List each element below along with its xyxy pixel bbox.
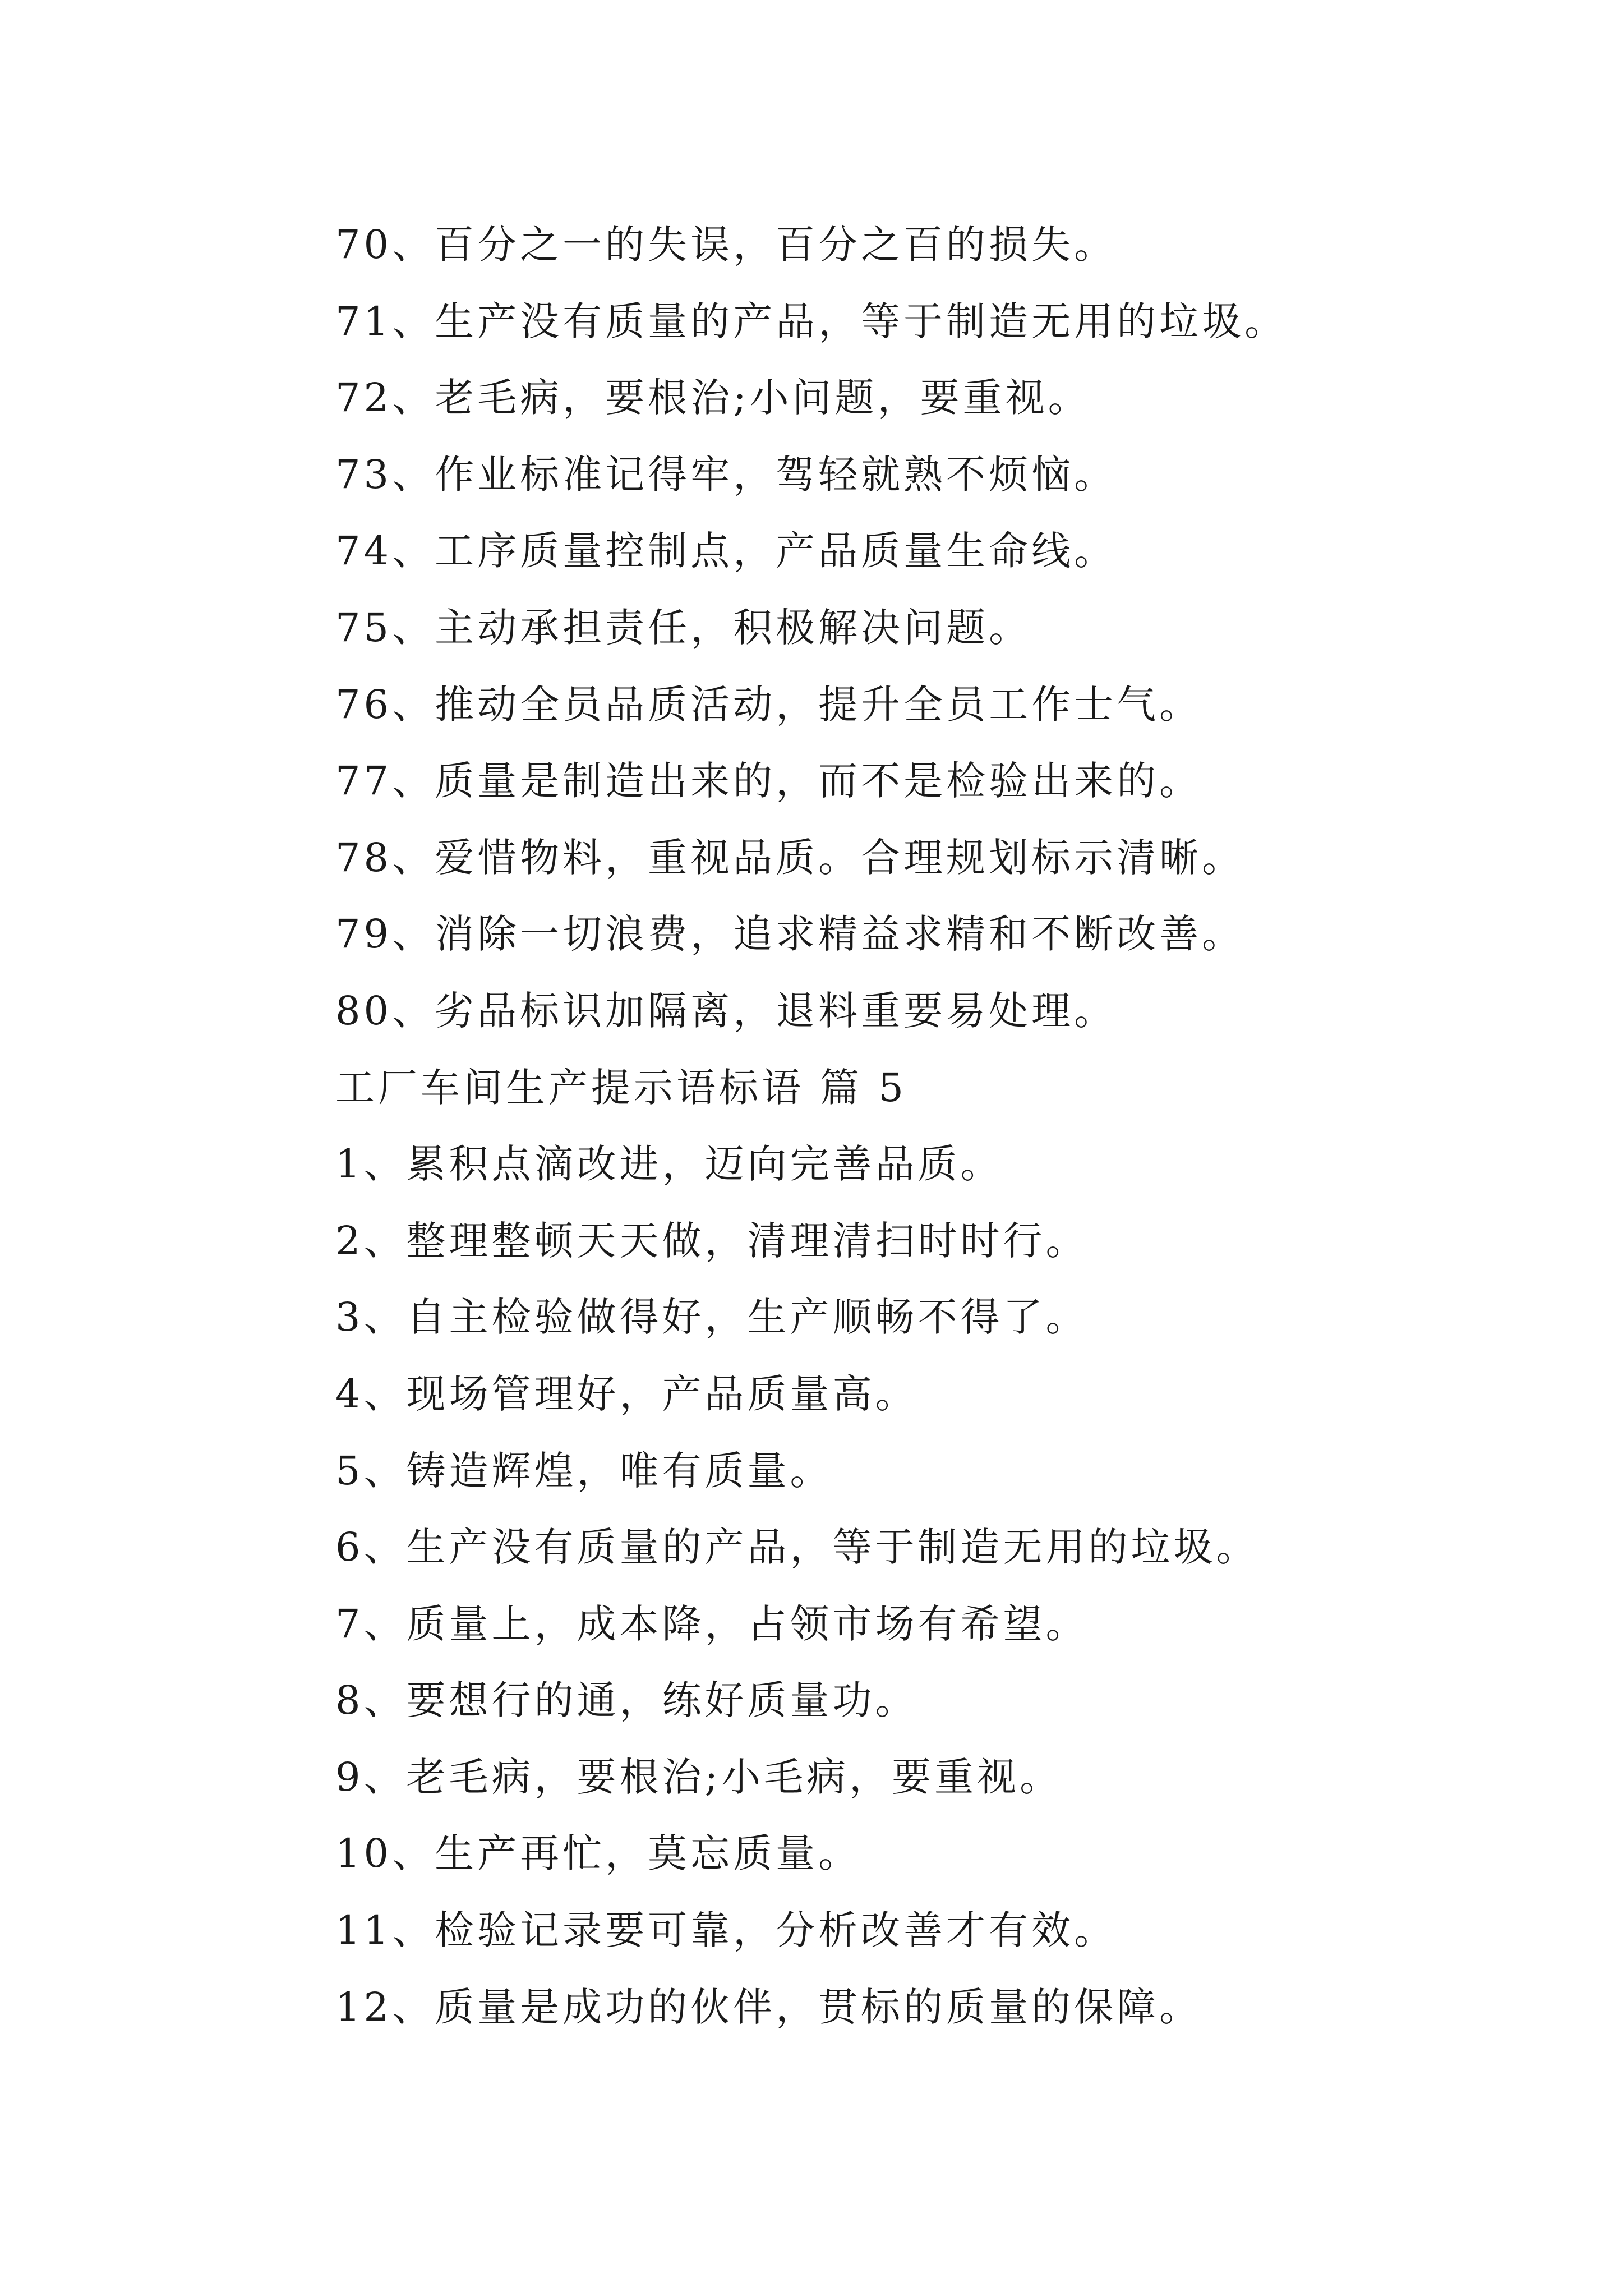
slogan-line: 75、主动承担责任，积极解决问题。 <box>335 604 1032 651</box>
slogan-line: 71、生产没有质量的产品，等于制造无用的垃圾。 <box>335 298 1288 344</box>
slogan-line: 73、作业标准记得牢，驾轻就熟不烦恼。 <box>335 451 1117 498</box>
slogan-line: 74、工序质量控制点，产品质量生命线。 <box>335 528 1117 574</box>
slogan-line: 70、百分之一的失误，百分之百的损失。 <box>335 222 1117 268</box>
slogan-line: 72、老毛病，要根治;小问题，要重视。 <box>335 375 1091 421</box>
slogan-line: 3、自主检验做得好，生产顺畅不得了。 <box>335 1294 1089 1341</box>
section-heading: 工厂车间生产提示语标语 篇 5 <box>335 1064 907 1111</box>
slogan-line: 8、要想行的通，练好质量功。 <box>335 1677 918 1724</box>
slogan-line: 79、消除一切浪费，追求精益求精和不断改善。 <box>335 911 1245 958</box>
slogan-line: 12、质量是成功的伙伴，贯标的质量的保障。 <box>335 1984 1202 2030</box>
slogan-line: 76、推动全员品质活动，提升全员工作士气。 <box>335 681 1202 728</box>
slogan-line: 4、现场管理好，产品质量高。 <box>335 1370 918 1417</box>
slogan-line: 1、累积点滴改进，迈向完善品质。 <box>335 1141 1003 1188</box>
slogan-line: 11、检验记录要可靠，分析改善才有效。 <box>335 1907 1117 1954</box>
slogan-line: 77、质量是制造出来的，而不是检验出来的。 <box>335 758 1202 804</box>
document-body <box>335 206 1569 2045</box>
slogan-line: 10、生产再忙，莫忘质量。 <box>335 1830 861 1877</box>
slogan-line: 2、整理整顿天天做，清理清扫时时行。 <box>335 1217 1089 1264</box>
slogan-line: 9、老毛病，要根治;小毛病，要重视。 <box>335 1754 1063 1800</box>
slogan-line: 6、生产没有质量的产品，等于制造无用的垃圾。 <box>335 1524 1259 1571</box>
slogan-line: 78、爱惜物料，重视品质。合理规划标示清晰。 <box>335 834 1245 881</box>
slogan-line: 7、质量上，成本降，占领市场有希望。 <box>335 1600 1089 1647</box>
slogan-line: 5、铸造辉煌，唯有质量。 <box>335 1447 833 1494</box>
slogan-line: 80、劣品标识加隔离，退料重要易处理。 <box>335 987 1117 1034</box>
